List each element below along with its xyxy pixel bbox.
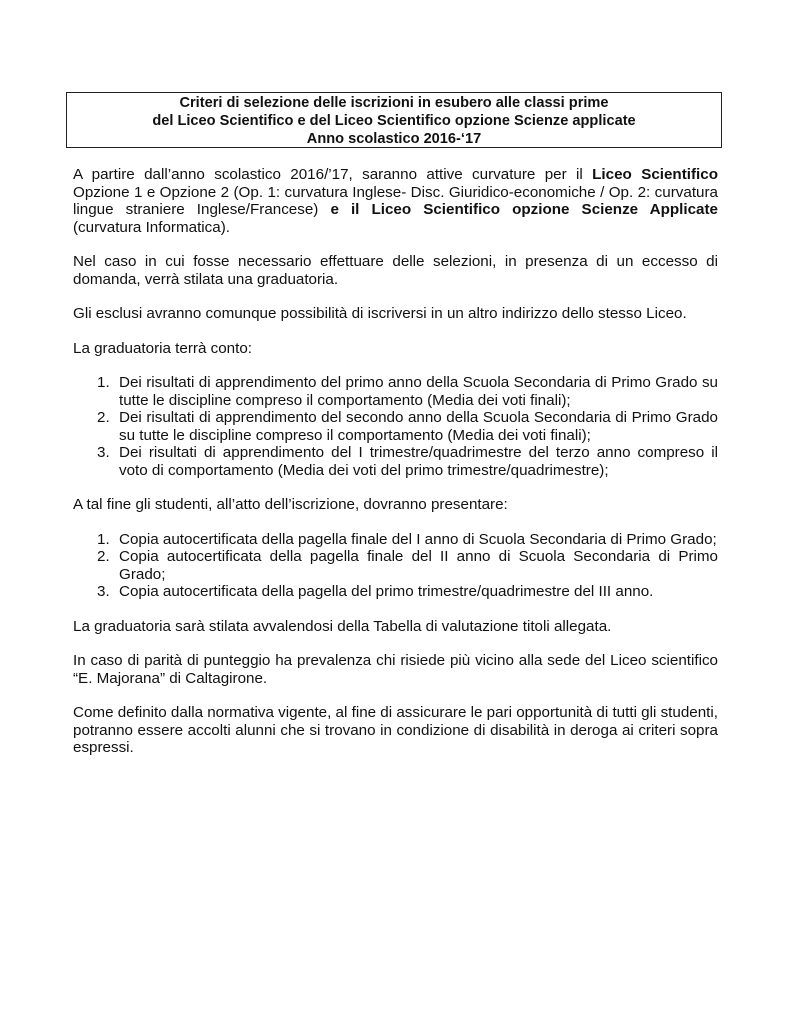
ranking-paragraph: La graduatoria terrà conto:: [73, 339, 252, 357]
title-box: [66, 92, 722, 148]
documents-list: [73, 531, 718, 601]
list-number: 2.: [97, 409, 110, 426]
list-text: Dei risultati di apprendimento del secondo anno della Scuola Secondaria di Primo Grado su tutte le discipline compreso il comportamento (Media dei voti finali);: [119, 409, 718, 444]
disability-paragraph: Come definito dalla normativa vigente, al fine di assicurare le pari opportunità di tutti gli studenti, potranno essere accolti alunni che si trovano in condizione di disabilità in deroga ai criteri sopra espressi.: [73, 704, 718, 756]
intro-paragraph: [73, 166, 718, 236]
list-number: 3.: [97, 444, 110, 461]
list-text: Dei risultati di apprendimento del primo anno della Scuola Secondaria di Primo Grado su tutte le discipline compreso il comportamento (Media dei voti finali);: [119, 374, 718, 409]
list-text: Copia autocertificata della pagella finale del II anno di Scuola Secondaria di Primo Grado;: [119, 548, 718, 583]
tie-paragraph: In caso di parità di punteggio ha prevalenza chi risiede più vicino alla sede del Liceo scientifico “E. Majorana” di Caltagirone.: [73, 652, 718, 687]
intro-bold-2: e il Liceo Scientifico opzione Scienze Applicate: [330, 201, 718, 218]
title-line-1: Criteri di selezione delle iscrizioni in esubero alle classi prime: [179, 95, 609, 111]
intro-text-2: Opzione 1 e Opzione 2 (Op. 1: curvatura Inglese- Disc. Giuridico-economiche / Op. 2: curvatura lingue straniere Inglese/Francese): [73, 183, 718, 218]
criteria-list: [73, 374, 718, 479]
selection-paragraph: Nel caso in cui fosse necessario effettuare delle selezioni, in presenza di un eccesso di domanda, verrà stilata una graduatoria.: [73, 253, 718, 288]
intro-bold-1: Liceo Scientifico: [592, 166, 718, 183]
list-item: [73, 444, 718, 479]
list-text: Copia autocertificata della pagella del primo trimestre/quadrimestre del III anno.: [119, 583, 654, 600]
list-number: 1.: [97, 374, 110, 391]
list-number: 1.: [97, 530, 110, 548]
list-text: Copia autocertificata della pagella finale del I anno di Scuola Secondaria di Primo Grado;: [119, 530, 717, 548]
list-item: [73, 409, 718, 444]
present-paragraph: A tal fine gli studenti, all’atto dell’iscrizione, dovranno presentare:: [73, 496, 508, 513]
title-line-2: del Liceo Scientifico e del Liceo Scientifico opzione Scienze applicate: [152, 113, 636, 129]
list-item: [73, 548, 718, 583]
list-number: 2.: [97, 548, 110, 565]
list-text: Dei risultati di apprendimento del I trimestre/quadrimestre del terzo anno compreso il voto di comportamento (Media dei voti del primo trimestre/quadrimestre);: [119, 444, 718, 479]
document-body: [73, 166, 718, 757]
table-paragraph: La graduatoria sarà stilata avvalendosi della Tabella di valutazione titoli allegata.: [73, 617, 612, 635]
intro-text-1: A partire dall’anno scolastico 2016/’17, saranno attive curvature per il: [73, 166, 593, 183]
list-item: [73, 531, 718, 549]
list-number: 3.: [97, 583, 110, 600]
excluded-paragraph: Gli esclusi avranno comunque possibilità di iscriversi in un altro indirizzo dello stesso Liceo.: [73, 305, 687, 322]
intro-text-3: (curvatura Informatica).: [73, 218, 230, 236]
list-item: [73, 374, 718, 409]
list-item: [73, 583, 718, 601]
title-line-3: Anno scolastico 2016-‘17: [306, 131, 482, 147]
